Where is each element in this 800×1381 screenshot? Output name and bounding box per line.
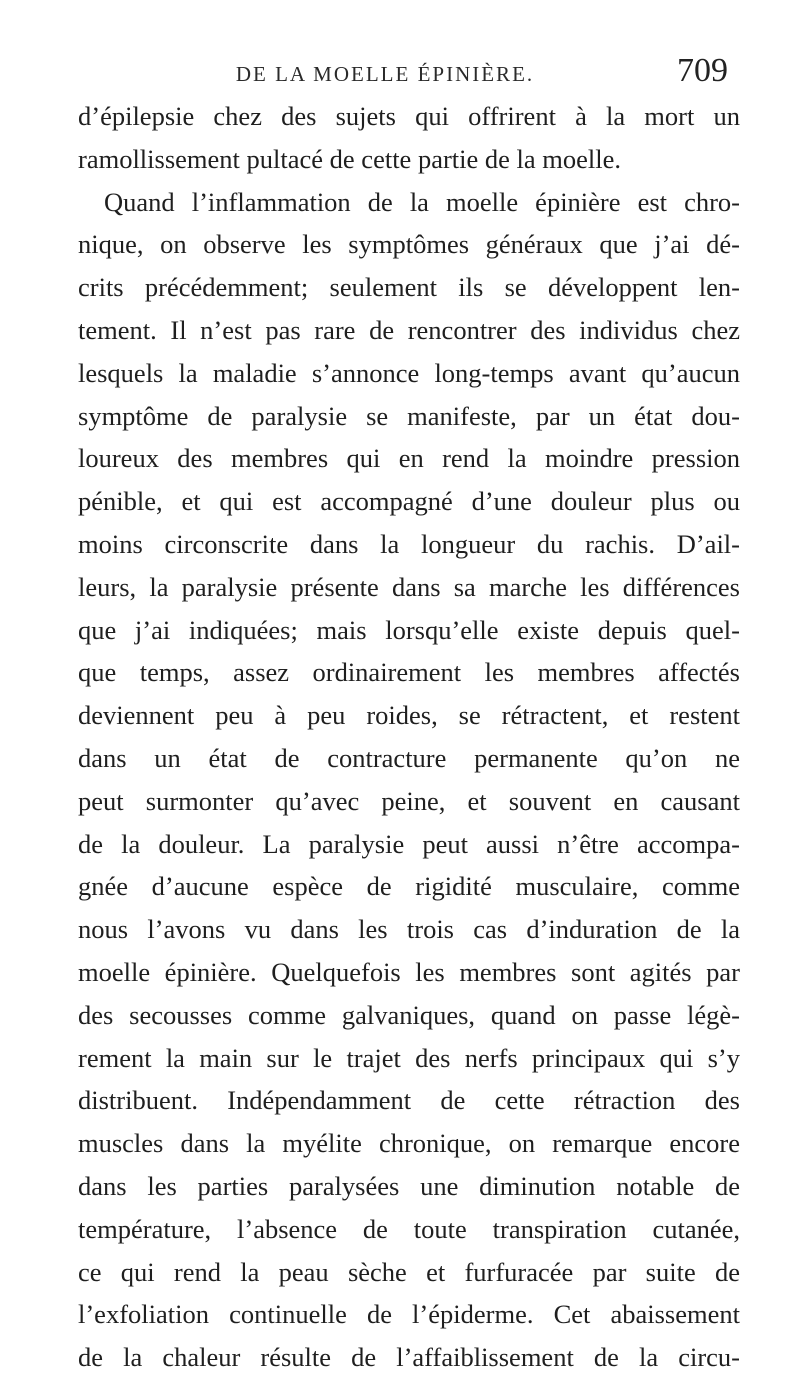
text-line: d’épilepsie chez des sujets qui offrirent à la mort un	[78, 101, 740, 131]
text-line: crits précédemment; seulement ils se développent len-	[78, 272, 740, 303]
running-head	[0, 48, 800, 88]
text-line: rement la main sur le trajet des nerfs principaux qui s’y	[78, 1042, 740, 1073]
text-line: ramollissement pultacé de cette partie de la moelle.	[78, 143, 622, 174]
text-line: moelle épinière. Quelquefois les membres sont agités par	[78, 956, 740, 987]
running-title: DE LA MOELLE ÉPINIÈRE.	[235, 62, 535, 86]
text-line: des secousses comme galvaniques, quand on passe légè-	[78, 999, 740, 1030]
text-line: nous l’avons vu dans les trois cas d’induration de la	[78, 914, 740, 945]
text-line: leurs, la paralysie présente dans sa marche les différences	[78, 571, 740, 602]
text-line: gnée d’aucune espèce de rigidité musculaire, comme	[78, 871, 740, 902]
text-line: distribuent. Indépendamment de cette rétraction des	[78, 1085, 740, 1116]
text-line: dans un état de contracture permanente qu’on ne	[78, 742, 740, 773]
text-line: pénible, et qui est accompagné d’une douleur plus ou	[78, 486, 740, 517]
text-line: moins circonscrite dans la longueur du rachis. D’ail-	[78, 528, 740, 559]
text-line: l’exfoliation continuelle de l’épiderme. Cet abaissement	[78, 1299, 740, 1330]
text-line: dans les parties paralysées une diminution notable de	[78, 1170, 740, 1201]
text-line: tement. Il n’est pas rare de rencontrer des individus chez	[78, 314, 740, 345]
text-line: de la douleur. La paralysie peut aussi n’être accompa-	[78, 828, 740, 859]
text-line: ce qui rend la peau sèche et furfuracée par suite de	[78, 1256, 740, 1287]
text-line: loureux des membres qui en rend la moindre pression	[78, 443, 740, 474]
body-text	[78, 95, 740, 1379]
text-line: de la chaleur résulte de l’affaiblissement de la circu-	[78, 1342, 740, 1373]
text-line: que j’ai indiquées; mais lorsqu’elle existe depuis quel-	[78, 614, 740, 645]
text-line: peut surmonter qu’avec peine, et souvent en causant	[78, 785, 740, 816]
text-line: muscles dans la myélite chronique, on remarque encore	[78, 1128, 740, 1159]
text-line: lesquels la maladie s’annonce long-temps avant qu’aucun	[78, 357, 740, 388]
page-number: 709	[677, 52, 728, 89]
text-line: nique, on observe les symptômes généraux que j’ai dé-	[78, 229, 740, 260]
text-line: deviennent peu à peu roides, se rétractent, et restent	[78, 700, 740, 731]
text-line: Quand l’inflammation de la moelle épinière est chro-	[104, 186, 740, 217]
text-line: que temps, assez ordinairement les membres affectés	[78, 657, 740, 688]
text-line: symptôme de paralysie se manifeste, par un état dou-	[78, 400, 740, 431]
text-line: température, l’absence de toute transpiration cutanée,	[78, 1213, 740, 1244]
